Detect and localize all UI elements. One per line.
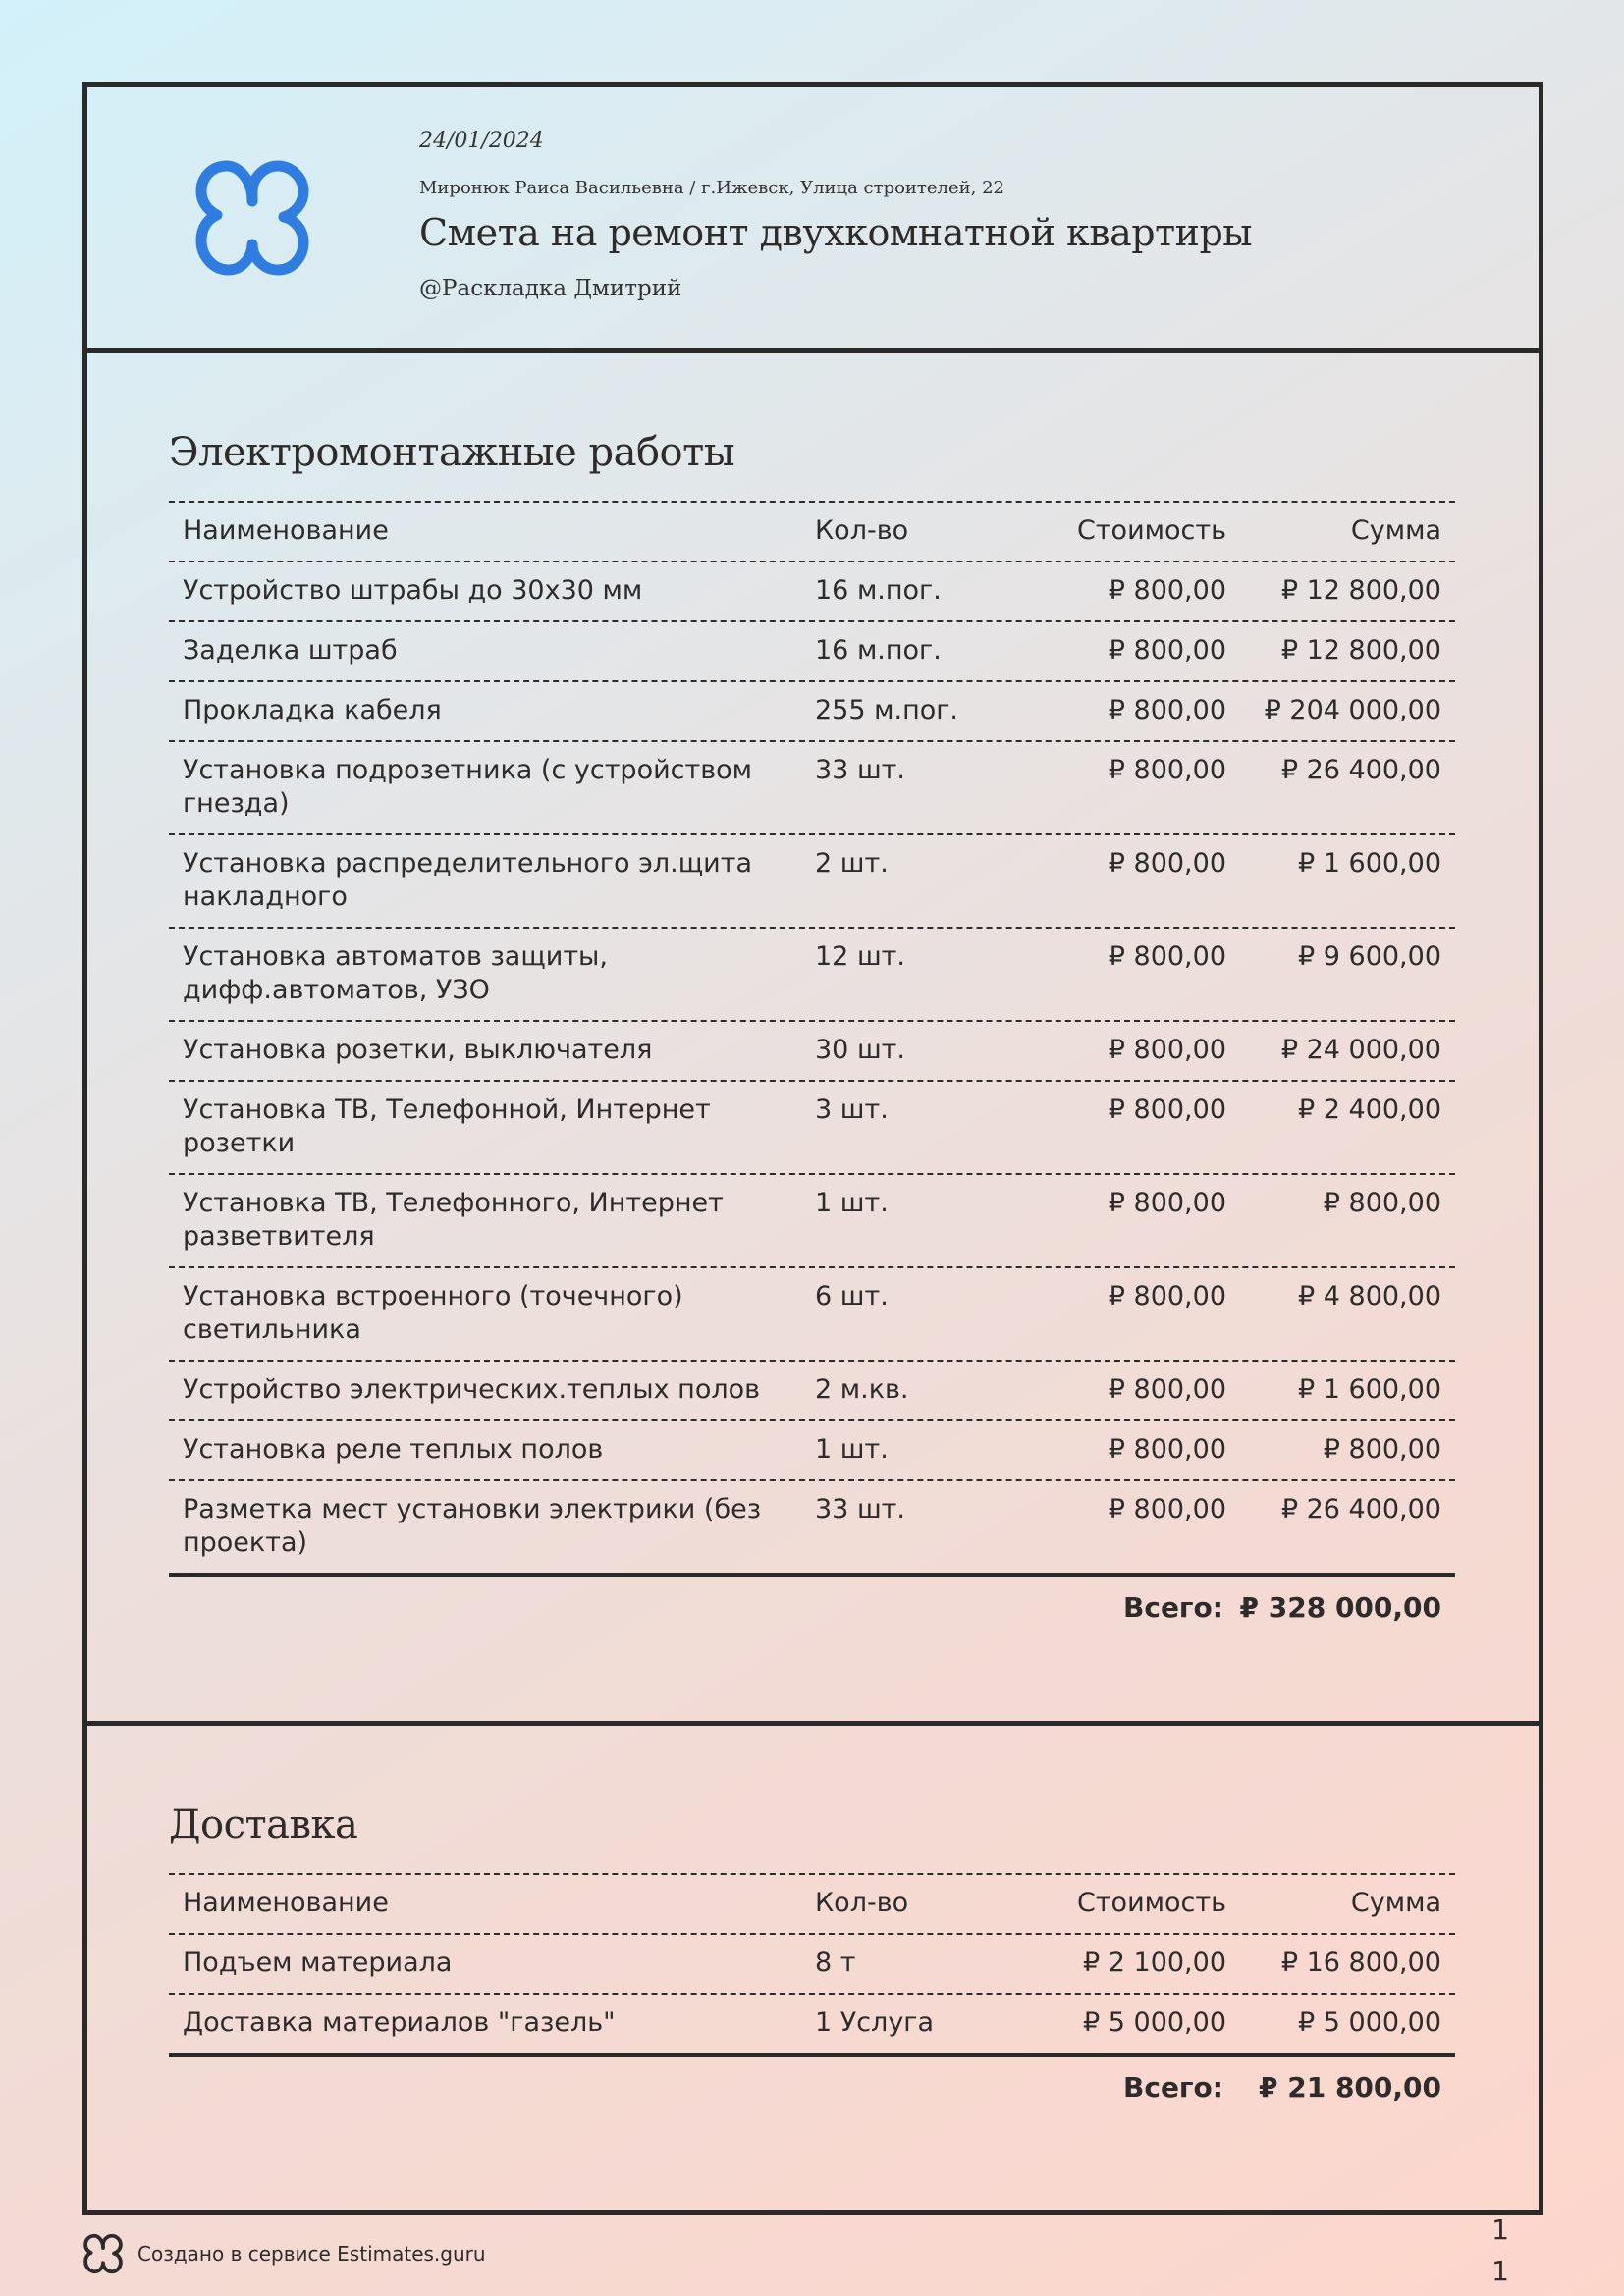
document-date: 24/01/2024: [419, 129, 544, 153]
row-name: Установка ТВ, Телефонного, Интернет разветвителя: [183, 1188, 724, 1252]
row-sum: ₽ 26 400,00: [1280, 1494, 1441, 1524]
column-header-name: Наименование: [183, 515, 389, 546]
row-sum: ₽ 12 800,00: [1280, 635, 1441, 666]
table-row: [169, 1993, 1455, 2053]
row-sum: ₽ 1 600,00: [1298, 1374, 1441, 1405]
table-row: [169, 1080, 1455, 1173]
document-header: [87, 87, 1539, 353]
section-title: Доставка: [169, 1802, 358, 1847]
row-qty: 16 м.пог.: [815, 635, 942, 666]
row-name: Заделка штраб: [183, 635, 398, 666]
row-qty: 8 т: [815, 1948, 856, 1978]
table-row: [169, 1360, 1455, 1419]
row-name: Доставка материалов "газель": [183, 2007, 616, 2038]
row-sum: ₽ 800,00: [1323, 1434, 1441, 1465]
row-qty: 33 шт.: [815, 1494, 905, 1524]
document-title: Смета на ремонт двухкомнатной квартиры: [419, 211, 1253, 254]
row-cost: ₽ 800,00: [1108, 695, 1226, 725]
row-name: Устройство электрических.теплых полов: [183, 1374, 761, 1405]
row-sum: ₽ 4 800,00: [1298, 1281, 1441, 1311]
table-row: [169, 740, 1455, 833]
page-number: 1: [1491, 2214, 1509, 2246]
row-name: Установка розетки, выключателя: [183, 1035, 653, 1065]
row-sum: ₽ 1 600,00: [1298, 848, 1441, 879]
row-sum: ₽ 16 800,00: [1280, 1948, 1441, 1978]
row-sum: ₽ 12 800,00: [1280, 575, 1441, 606]
row-cost: ₽ 800,00: [1108, 635, 1226, 666]
row-sum: ₽ 9 600,00: [1298, 941, 1441, 972]
row-qty: 2 м.кв.: [815, 1374, 909, 1405]
table-row: [169, 927, 1455, 1020]
table-row: [169, 1173, 1455, 1266]
row-name: Разметка мест установки электрики (без проекта): [183, 1494, 762, 1558]
row-cost: ₽ 800,00: [1108, 1035, 1226, 1065]
row-qty: 30 шт.: [815, 1035, 905, 1065]
row-qty: 1 шт.: [815, 1188, 889, 1218]
footer-text[interactable]: Создано в сервисе Estimates.guru: [137, 2242, 486, 2266]
section-total-row: [169, 2057, 1455, 2126]
row-qty: 33 шт.: [815, 755, 905, 785]
row-cost: ₽ 800,00: [1108, 575, 1226, 606]
section-total-row: [169, 1577, 1455, 1646]
row-qty: 1 шт.: [815, 1434, 889, 1465]
total-value: ₽ 21 800,00: [1259, 2071, 1441, 2104]
row-name: Установка ТВ, Телефонной, Интернет розетки: [183, 1095, 711, 1158]
row-qty: 6 шт.: [815, 1281, 889, 1311]
table-header-row: [169, 1873, 1455, 1933]
row-name: Прокладка кабеля: [183, 695, 442, 725]
row-cost: ₽ 800,00: [1108, 755, 1226, 785]
total-value: ₽ 328 000,00: [1239, 1591, 1441, 1624]
row-qty: 1 Услуга: [815, 2007, 935, 2038]
column-header-cost: Стоимость: [1076, 515, 1226, 546]
client-address: Миронюк Раиса Васильевна / г.Ижевск, Улица строителей, 22: [419, 178, 1004, 198]
estimates-guru-logo-icon: [82, 2233, 124, 2274]
row-name: Установка встроенного (точечного) светильника: [183, 1281, 683, 1345]
table-row: [169, 1933, 1455, 1993]
page-count: 1: [1491, 2255, 1509, 2287]
table-row: [169, 620, 1455, 680]
estimate-table: [169, 501, 1455, 1646]
table-row: [169, 1266, 1455, 1360]
row-sum: ₽ 800,00: [1323, 1188, 1441, 1218]
row-cost: ₽ 5 000,00: [1083, 2007, 1226, 2038]
section-electrical: [87, 353, 1539, 1726]
column-header-sum: Сумма: [1350, 515, 1441, 546]
row-sum: ₽ 26 400,00: [1280, 755, 1441, 785]
row-cost: ₽ 800,00: [1108, 1188, 1226, 1218]
column-header-name: Наименование: [183, 1888, 389, 1918]
row-name: Подъем материала: [183, 1948, 453, 1978]
column-header-qty: Кол-во: [815, 1888, 909, 1918]
row-qty: 255 м.пог.: [815, 695, 959, 725]
row-cost: ₽ 2 100,00: [1083, 1948, 1226, 1978]
row-cost: ₽ 800,00: [1108, 1095, 1226, 1125]
row-cost: ₽ 800,00: [1108, 941, 1226, 972]
column-header-sum: Сумма: [1350, 1888, 1441, 1918]
table-row: [169, 1419, 1455, 1479]
row-cost: ₽ 800,00: [1108, 848, 1226, 879]
row-name: Установка распределительного эл.щита накладного: [183, 848, 752, 912]
estimate-table: [169, 1873, 1455, 2126]
table-row: [169, 680, 1455, 740]
table-row: [169, 833, 1455, 927]
document-author: @Раскладка Дмитрий: [419, 276, 682, 301]
row-name: Устройство штрабы до 30х30 мм: [183, 575, 643, 606]
table-row: [169, 1479, 1455, 1573]
row-qty: 12 шт.: [815, 941, 905, 972]
table-row: [169, 1020, 1455, 1080]
row-name: Установка автоматов защиты, дифф.автоматов, УЗО: [183, 941, 608, 1005]
row-sum: ₽ 204 000,00: [1264, 695, 1441, 725]
row-qty: 2 шт.: [815, 848, 889, 879]
column-header-qty: Кол-во: [815, 515, 909, 546]
estimates-guru-logo-icon: [193, 158, 311, 278]
table-header-row: [169, 501, 1455, 561]
row-qty: 3 шт.: [815, 1095, 889, 1125]
row-name: Установка реле теплых полов: [183, 1434, 604, 1465]
row-cost: ₽ 800,00: [1108, 1374, 1226, 1405]
row-cost: ₽ 800,00: [1108, 1494, 1226, 1524]
row-cost: ₽ 800,00: [1108, 1434, 1226, 1465]
row-sum: ₽ 24 000,00: [1280, 1035, 1441, 1065]
table-row: [169, 561, 1455, 620]
section-title: Электромонтажные работы: [169, 430, 735, 475]
row-qty: 16 м.пог.: [815, 575, 942, 606]
row-name: Установка подрозетника (с устройством гнезда): [183, 755, 753, 819]
total-label: Всего:: [1123, 2071, 1223, 2104]
footer: [82, 2233, 486, 2274]
row-sum: ₽ 5 000,00: [1298, 2007, 1441, 2038]
row-sum: ₽ 2 400,00: [1298, 1095, 1441, 1125]
row-cost: ₽ 800,00: [1108, 1281, 1226, 1311]
column-header-cost: Стоимость: [1076, 1888, 1226, 1918]
total-label: Всего:: [1123, 1591, 1223, 1624]
